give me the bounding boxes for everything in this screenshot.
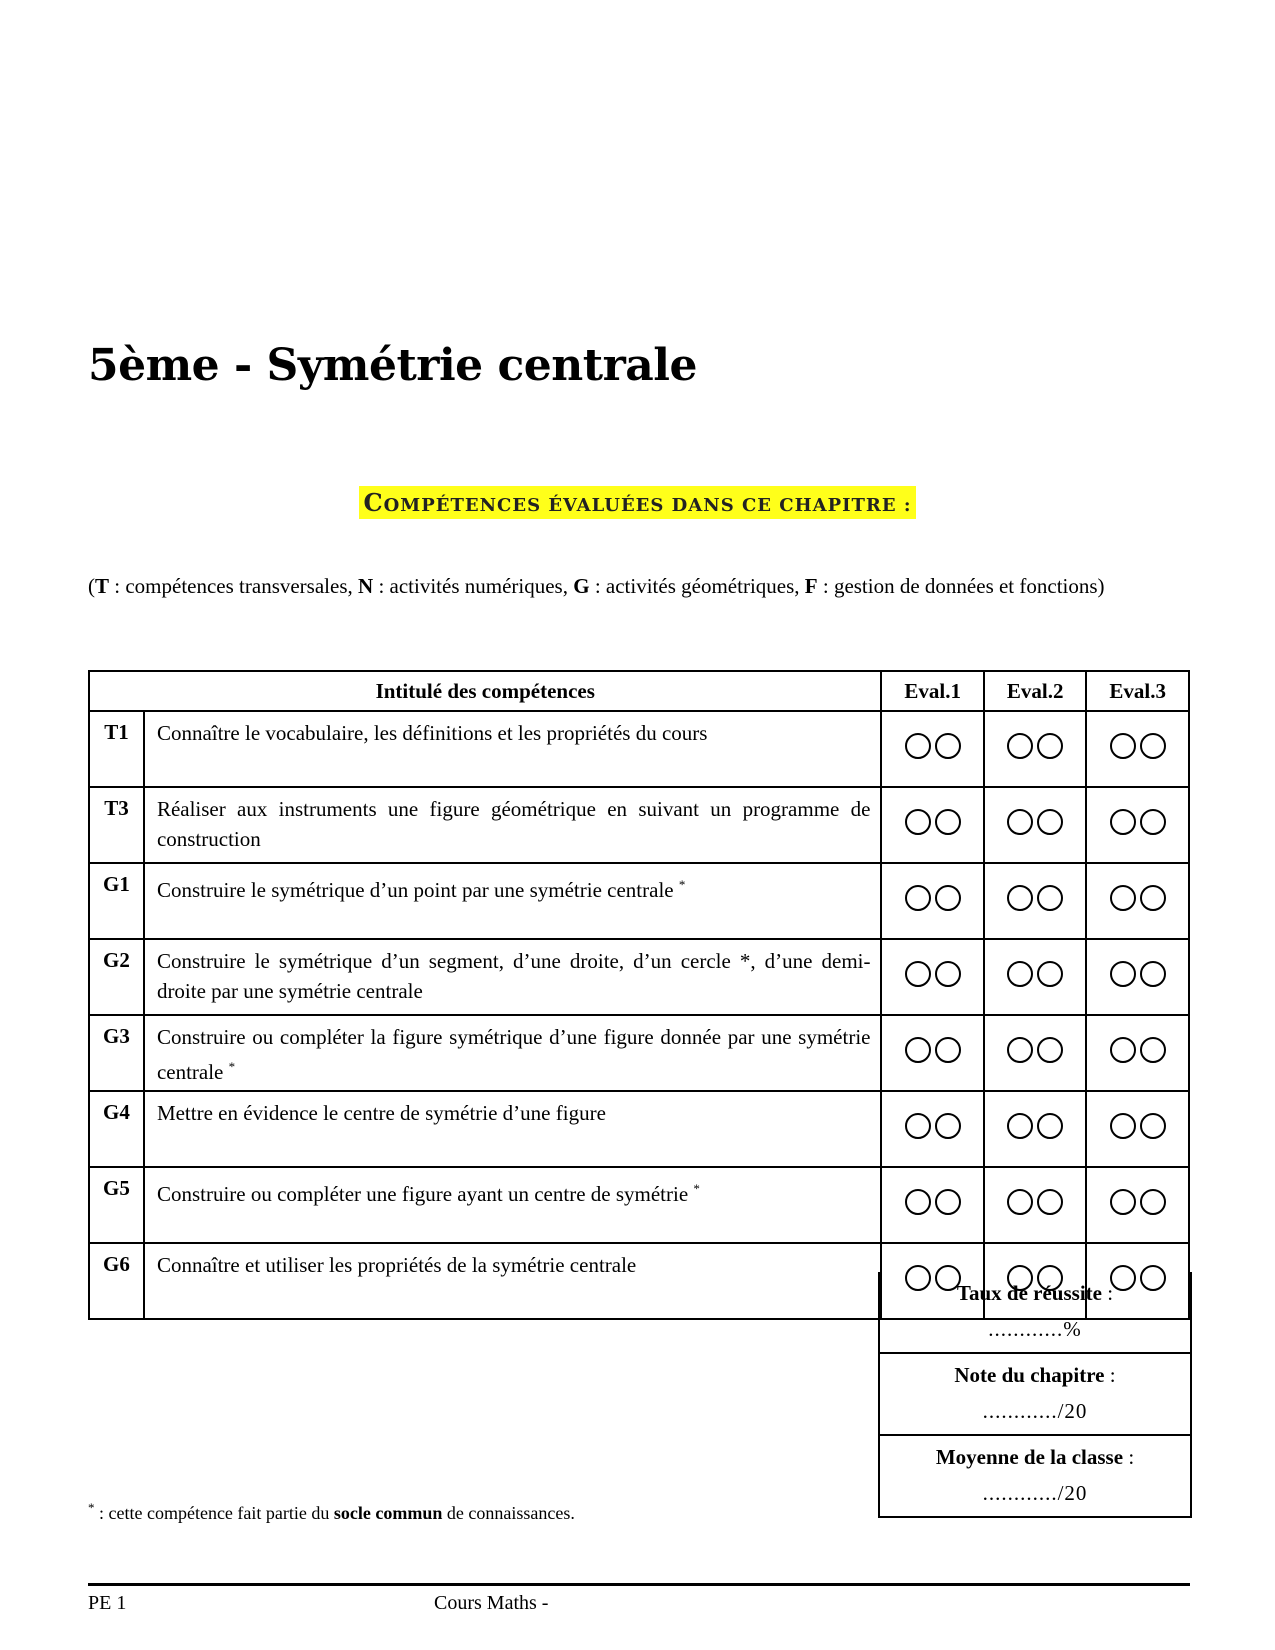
legend-code-f: F (804, 574, 818, 598)
eval-circle-checkbox[interactable] (935, 1189, 961, 1215)
competence-label-cell (144, 787, 882, 863)
section-heading-text: OMPÉTENCES ÉVALUÉES DANS CE CHAPITRE : (383, 495, 912, 516)
success-rate-label: Taux de réussite (956, 1281, 1102, 1305)
eval-circle-checkbox[interactable] (1140, 1037, 1166, 1063)
eval-circle-checkbox[interactable] (1110, 733, 1136, 759)
footnote-bold: socle commun (333, 1503, 443, 1523)
table-row (89, 863, 1189, 939)
eval-circle-checkbox[interactable] (935, 809, 961, 835)
eval-2-cell (984, 787, 1086, 863)
eval-circle-checkbox[interactable] (1110, 809, 1136, 835)
socle-commun-star: * (228, 1059, 236, 1074)
eval-2-cell (984, 711, 1086, 787)
eval-circle-checkbox[interactable] (905, 1189, 931, 1215)
table-row (89, 711, 1189, 787)
competence-label: Construire ou compléter la figure symétrique d’une figure donnée par une symétrie centrale (156, 1025, 871, 1084)
competence-code: G4 (89, 1091, 144, 1167)
competence-label-cell (144, 1091, 882, 1167)
eval-3-cell (1086, 1167, 1189, 1243)
eval-circle-checkbox[interactable] (1007, 733, 1033, 759)
eval-1-cell (881, 939, 983, 1015)
competence-code: G6 (89, 1243, 144, 1319)
competences-table (88, 670, 1190, 1320)
class-average-colon: : (1123, 1445, 1135, 1469)
competence-label-cell (144, 939, 882, 1015)
eval-2-cell (984, 863, 1086, 939)
eval-circle-checkbox[interactable] (905, 733, 931, 759)
page-title: 5ème - Symétrie centrale (88, 340, 697, 391)
legend-text-t: : compétences transversales, (109, 574, 359, 598)
section-heading-initial: C (363, 488, 384, 517)
eval-2-cell (984, 1015, 1086, 1091)
eval-circle-checkbox[interactable] (1007, 1113, 1033, 1139)
footer-rule (88, 1583, 1190, 1586)
competence-code: G2 (89, 939, 144, 1015)
legend-open-paren: ( (88, 574, 95, 598)
eval-2-cell (984, 939, 1086, 1015)
legend-code-g: G (573, 574, 590, 598)
table-row (89, 939, 1189, 1015)
section-heading-wrap (0, 486, 1275, 519)
eval-circle-checkbox[interactable] (1007, 885, 1033, 911)
header-eval-1: Eval.1 (881, 671, 983, 711)
eval-1-cell (881, 787, 983, 863)
eval-circle-checkbox[interactable] (905, 961, 931, 987)
eval-circle-checkbox[interactable] (1110, 1113, 1136, 1139)
table-row (89, 787, 1189, 863)
eval-circle-checkbox[interactable] (1140, 733, 1166, 759)
competence-label: Construire le symétrique d’un segment, d’une droite, d’un cercle *, d’une demi-droite par une symétrie centrale (156, 949, 871, 1003)
class-average-label: Moyenne de la classe (935, 1445, 1124, 1469)
competence-code: G3 (89, 1015, 144, 1091)
socle-commun-star: * (693, 1181, 700, 1196)
table-row (89, 1167, 1189, 1243)
eval-3-cell (1086, 787, 1189, 863)
eval-circle-checkbox[interactable] (935, 1037, 961, 1063)
eval-circle-checkbox[interactable] (1110, 885, 1136, 911)
eval-circle-checkbox[interactable] (1007, 1037, 1033, 1063)
eval-circle-checkbox[interactable] (1007, 1189, 1033, 1215)
eval-circle-checkbox[interactable] (1037, 1037, 1063, 1063)
eval-circle-checkbox[interactable] (1140, 809, 1166, 835)
class-average-box (880, 1434, 1190, 1516)
eval-1-cell (881, 863, 983, 939)
eval-circle-checkbox[interactable] (1110, 1189, 1136, 1215)
eval-3-cell (1086, 939, 1189, 1015)
eval-circle-checkbox[interactable] (1037, 733, 1063, 759)
eval-circle-checkbox[interactable] (1140, 1189, 1166, 1215)
eval-circle-checkbox[interactable] (935, 961, 961, 987)
eval-circle-checkbox[interactable] (935, 1113, 961, 1139)
competence-label-cell (144, 1167, 882, 1243)
competence-label-cell (144, 863, 882, 939)
eval-circle-checkbox[interactable] (1037, 1113, 1063, 1139)
table-header-row (89, 671, 1189, 711)
footnote-star: * (88, 1500, 95, 1515)
eval-circle-checkbox[interactable] (1037, 961, 1063, 987)
chapter-grade-colon: : (1104, 1363, 1116, 1387)
eval-circle-checkbox[interactable] (1140, 1113, 1166, 1139)
socle-commun-star: * (678, 877, 686, 892)
chapter-grade-value[interactable]: ............/20 (982, 1399, 1088, 1423)
competence-code: T3 (89, 787, 144, 863)
success-rate-value[interactable]: ............% (988, 1317, 1082, 1341)
competence-label-cell (144, 711, 882, 787)
legend-text-g: : activités géométriques, (589, 574, 805, 598)
competence-label: Construire ou compléter une figure ayant un centre de symétrie (156, 1182, 689, 1206)
eval-3-cell (1086, 863, 1189, 939)
competence-code: T1 (89, 711, 144, 787)
competence-label: Connaître le vocabulaire, les définitions et les propriétés du cours (156, 721, 708, 745)
eval-circle-checkbox[interactable] (1037, 809, 1063, 835)
header-eval-3: Eval.3 (1086, 671, 1189, 711)
section-heading (359, 486, 915, 519)
eval-circle-checkbox[interactable] (935, 885, 961, 911)
eval-2-cell (984, 1167, 1086, 1243)
footer-left: PE 1 (88, 1592, 127, 1614)
legend-code-t: T (95, 574, 110, 598)
eval-circle-checkbox[interactable] (905, 1113, 931, 1139)
eval-3-cell (1086, 1091, 1189, 1167)
eval-1-cell (881, 1091, 983, 1167)
table-row (89, 1091, 1189, 1167)
eval-circle-checkbox[interactable] (1037, 1189, 1063, 1215)
header-competences: Intitulé des compétences (89, 671, 881, 711)
results-box (878, 1272, 1192, 1518)
eval-3-cell (1086, 1015, 1189, 1091)
chapter-grade-label: Note du chapitre (954, 1363, 1105, 1387)
header-eval-2: Eval.2 (984, 671, 1086, 711)
eval-circle-checkbox[interactable] (1140, 885, 1166, 911)
table-row (89, 1015, 1189, 1091)
chapter-grade-box (880, 1352, 1190, 1434)
competence-label: Mettre en évidence le centre de symétrie d’une figure (156, 1101, 606, 1125)
legend-paragraph (88, 568, 1188, 604)
footnote (88, 1500, 575, 1524)
competence-label: Construire le symétrique d’un point par une symétrie centrale (156, 878, 674, 902)
eval-3-cell (1086, 711, 1189, 787)
competence-label: Réaliser aux instruments une figure géométrique en suivant un programme de construction (156, 797, 871, 851)
eval-circle-checkbox[interactable] (1037, 885, 1063, 911)
footer-center: Cours Maths - (434, 1592, 549, 1614)
success-rate-box (880, 1272, 1190, 1352)
legend-text-f: : gestion de données et fonctions) (817, 574, 1105, 598)
eval-1-cell (881, 711, 983, 787)
success-rate-colon: : (1101, 1281, 1114, 1305)
eval-circle-checkbox[interactable] (905, 1037, 931, 1063)
eval-circle-checkbox[interactable] (1007, 809, 1033, 835)
competence-code: G5 (89, 1167, 144, 1243)
eval-circle-checkbox[interactable] (1007, 961, 1033, 987)
competence-label-cell (144, 1015, 882, 1091)
eval-circle-checkbox[interactable] (1110, 1037, 1136, 1063)
legend-text-n: : activités numériques, (373, 574, 574, 598)
eval-2-cell (984, 1091, 1086, 1167)
competence-label-cell (144, 1243, 882, 1319)
eval-1-cell (881, 1167, 983, 1243)
class-average-value[interactable]: ............/20 (982, 1481, 1088, 1505)
competence-label: Connaître et utiliser les propriétés de la symétrie centrale (156, 1253, 637, 1277)
eval-1-cell (881, 1015, 983, 1091)
footnote-text-before: : cette compétence fait partie du (94, 1503, 334, 1523)
legend-code-n: N (358, 574, 374, 598)
eval-circle-checkbox[interactable] (935, 733, 961, 759)
eval-circle-checkbox[interactable] (1110, 961, 1136, 987)
footnote-text-after: de connaissances. (442, 1503, 575, 1523)
eval-circle-checkbox[interactable] (905, 885, 931, 911)
eval-circle-checkbox[interactable] (905, 809, 931, 835)
eval-circle-checkbox[interactable] (1140, 961, 1166, 987)
competence-code: G1 (89, 863, 144, 939)
